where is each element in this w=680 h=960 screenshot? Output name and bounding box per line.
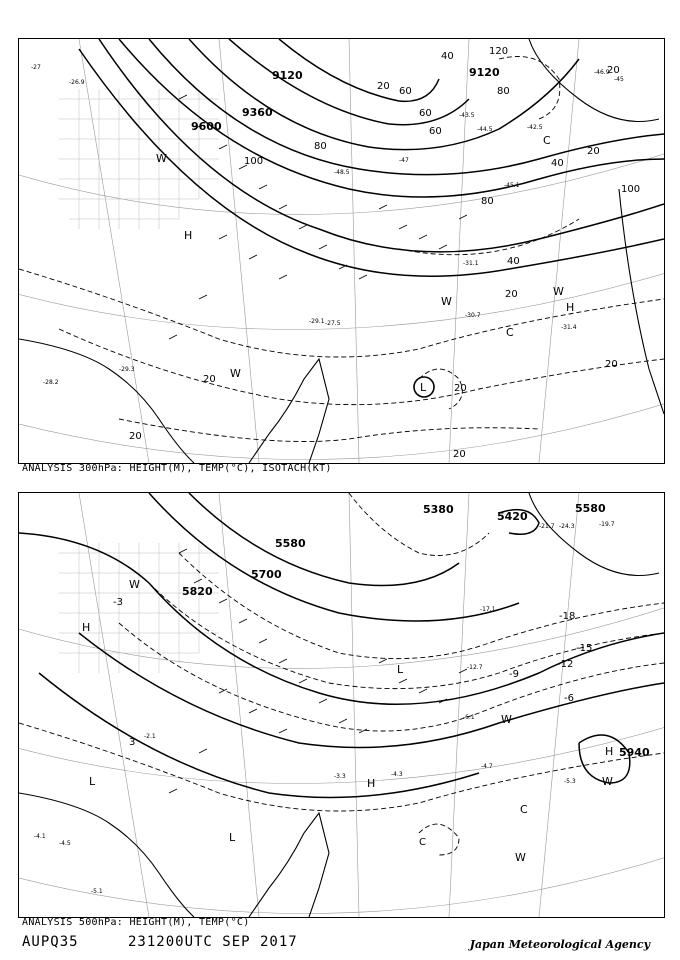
temp-contour-label: -12	[557, 659, 574, 670]
height-label: 5940	[619, 746, 650, 759]
high-marker: H	[82, 621, 91, 634]
isotach-labels	[129, 46, 640, 460]
cold-marker: C	[506, 326, 514, 339]
temp-label: -48.5	[334, 169, 350, 176]
temp-label: -4.1	[34, 833, 46, 840]
height-label: 9120	[469, 66, 500, 79]
map-500hpa-canvas	[19, 493, 664, 917]
temp-label: -24.3	[559, 523, 575, 530]
height-labels	[182, 502, 650, 759]
isotach-label: 40	[551, 158, 564, 169]
isotach-label: 20	[129, 431, 142, 442]
isotach-label: 100	[621, 184, 641, 195]
panel-caption-500hpa: ANALYSIS 500hPa: HEIGHT(M), TEMP(°C)	[22, 917, 250, 928]
graticule	[19, 39, 664, 463]
high-marker: H	[367, 777, 376, 790]
high-marker: H	[605, 745, 614, 758]
height-label: 5420	[497, 510, 528, 523]
temp-label: -17.1	[480, 606, 496, 613]
isotach-label: 20	[587, 146, 600, 157]
map-panel-300hpa	[18, 38, 665, 464]
temperature-labels	[31, 64, 624, 386]
temp-label: -47	[399, 157, 409, 164]
warm-marker: W	[602, 775, 613, 788]
temp-label: -27.5	[325, 320, 341, 327]
isotach-label: 20	[605, 359, 618, 370]
low-marker: L	[229, 831, 236, 844]
isotach-label: 80	[481, 196, 494, 207]
temp-label: -21.7	[539, 523, 555, 530]
temp-label: -30.7	[465, 312, 481, 319]
cold-marker: C	[419, 837, 426, 848]
low-marker: L	[397, 663, 404, 676]
height-label: 5380	[423, 503, 454, 516]
isotach-label: 20	[377, 81, 390, 92]
temp-label: -4.7	[481, 763, 493, 770]
temp-label: -46.9	[594, 69, 610, 76]
warm-marker: W	[230, 367, 241, 380]
map-panel-500hpa	[18, 492, 665, 918]
temp-label: -5.1	[91, 888, 103, 895]
agency-name: Japan Meteorological Agency	[469, 938, 650, 951]
graticule	[19, 493, 664, 917]
temp-contour-label: -18	[559, 611, 576, 622]
isotach-label: 20	[454, 383, 467, 394]
height-label: 5580	[275, 537, 306, 550]
temp-label: -31.4	[561, 324, 577, 331]
warm-marker: W	[515, 851, 526, 864]
height-labels	[191, 66, 500, 133]
temperature-contours	[19, 493, 664, 855]
isotach-label: 40	[507, 256, 520, 267]
wind-barbs	[169, 549, 467, 793]
warm-marker: W	[501, 713, 512, 726]
temp-label: -12.7	[467, 664, 483, 671]
height-label: 5700	[251, 568, 282, 581]
map-300hpa-canvas	[19, 39, 664, 463]
cold-marker: C	[543, 134, 551, 147]
cold-marker: C	[520, 803, 528, 816]
system-markers	[82, 578, 613, 864]
isotach-label: 20	[505, 289, 518, 300]
chart-id: AUPQ35	[22, 934, 79, 950]
warm-marker: W	[553, 285, 564, 298]
hatched-region	[59, 89, 219, 229]
height-label: 9360	[242, 106, 273, 119]
temp-contour-label: -15	[576, 643, 593, 654]
isotach-label: 60	[399, 86, 412, 97]
isotach-contours	[19, 57, 664, 442]
temp-label: -19.7	[599, 521, 615, 528]
temp-label: -45.1	[504, 182, 520, 189]
isotach-label: 120	[489, 46, 509, 57]
temp-contour-label: -9	[509, 669, 519, 680]
temp-label: -26.9	[69, 79, 85, 86]
temp-label: -2.1	[144, 733, 156, 740]
high-marker: H	[184, 229, 193, 242]
isotach-label: 100	[244, 156, 264, 167]
temp-label: -4.5	[59, 840, 71, 847]
height-label: 5580	[575, 502, 606, 515]
temp-label: -27	[31, 64, 41, 71]
temp-contour-label: -3	[113, 597, 123, 608]
low-marker: L	[89, 775, 96, 788]
temp-label: -29.1	[309, 318, 325, 325]
high-marker: H	[566, 301, 575, 314]
isotach-label: 20	[607, 65, 620, 76]
height-label: 5820	[182, 585, 213, 598]
warm-marker: W	[156, 152, 167, 165]
coastline	[19, 39, 664, 463]
isotach-label: 80	[314, 141, 327, 152]
temp-label: -44.5	[477, 126, 493, 133]
temp-label: -29.3	[119, 366, 135, 373]
temp-label: -3.3	[334, 773, 346, 780]
warm-marker: W	[441, 295, 452, 308]
isotach-label: 20	[453, 449, 466, 460]
valid-time: 231200UTC SEP 2017	[128, 934, 298, 950]
height-label: 9120	[272, 69, 303, 82]
temp-contour-label: -6	[564, 693, 574, 704]
temp-label: -31.1	[463, 260, 479, 267]
height-label: 9600	[191, 120, 222, 133]
temp-label: -45	[614, 76, 624, 83]
temp-label: -43.5	[459, 112, 475, 119]
isotach-label: 40	[441, 51, 454, 62]
temp-label: -42.5	[527, 124, 543, 131]
panel-caption-300hpa: ANALYSIS 300hPa: HEIGHT(M), TEMP(°C), ISOTACH(KT)	[22, 463, 332, 474]
low-marker: L	[420, 381, 427, 394]
isotach-label: 60	[419, 108, 432, 119]
isotach-label: 80	[497, 86, 510, 97]
temp-contour-label: 3	[129, 737, 136, 748]
temp-label: -5.3	[564, 778, 576, 785]
temp-label: -6.1	[463, 714, 475, 721]
warm-marker: W	[129, 578, 140, 591]
height-contours	[19, 493, 664, 798]
isotach-label: 20	[203, 374, 216, 385]
isotach-label: 60	[429, 126, 442, 137]
temp-label: -28.2	[43, 379, 59, 386]
temp-label: -4.3	[391, 771, 403, 778]
hatched-region	[59, 543, 219, 673]
